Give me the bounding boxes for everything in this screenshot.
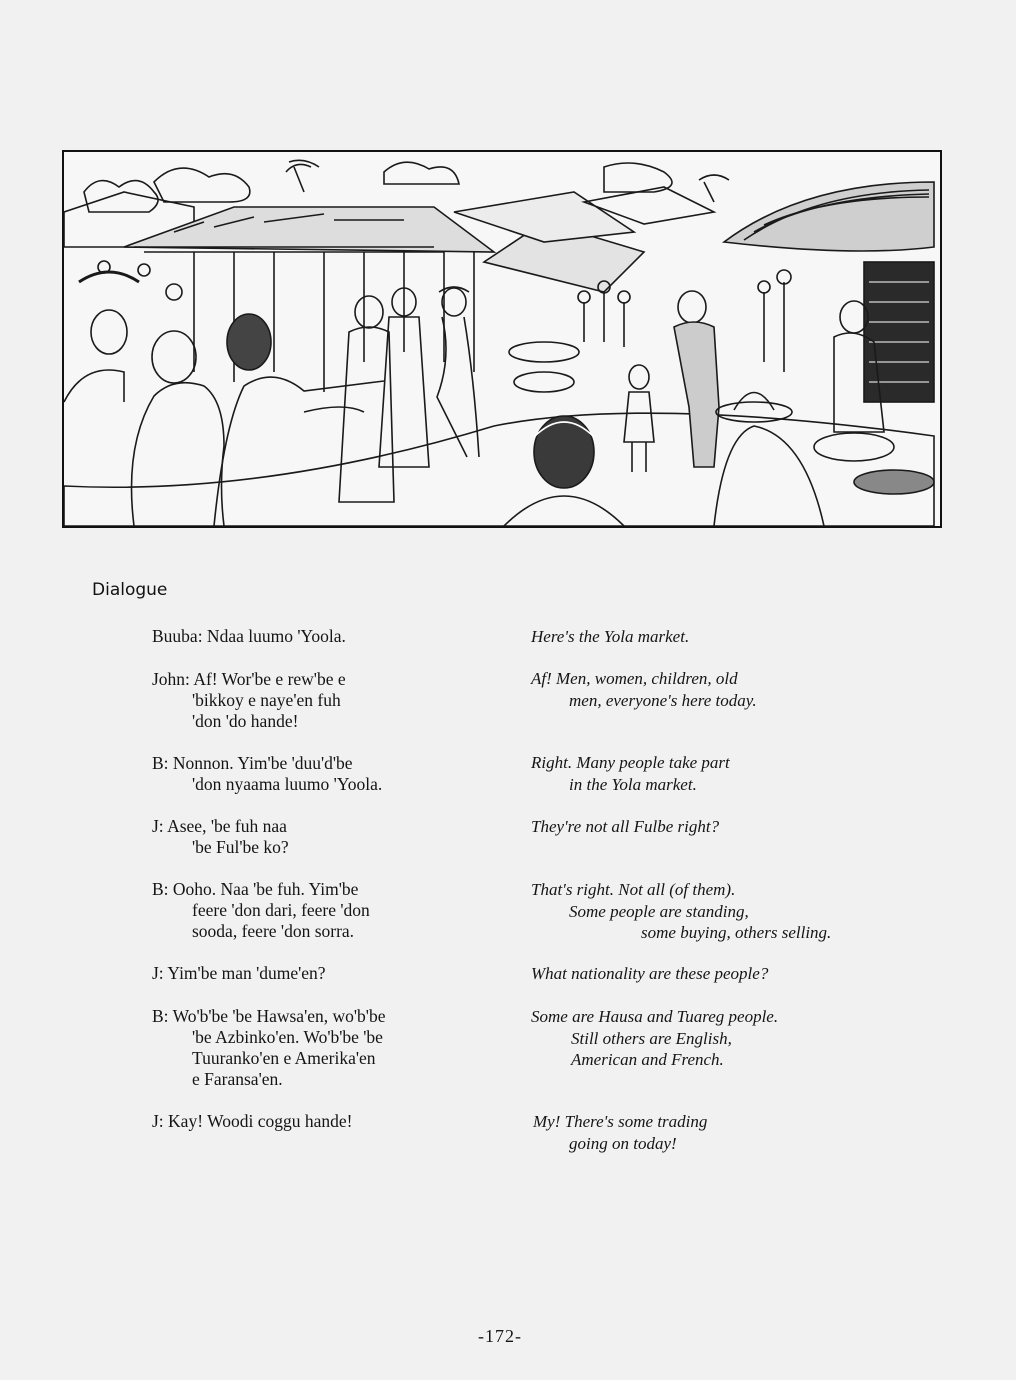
- fula-line: B: Ooho. Naa 'be fuh. Yim'be: [152, 879, 359, 899]
- market-illustration: [62, 150, 942, 528]
- english-line: My! There's some trading: [533, 1112, 708, 1131]
- fula-line: J: Kay! Woodi coggu hande!: [152, 1111, 353, 1131]
- english-line: What nationality are these people?: [531, 964, 769, 983]
- fula-line: sooda, feere 'don sorra.: [192, 921, 355, 941]
- page-number: -172-: [478, 1326, 522, 1346]
- fula-line: B: Wo'b'be 'be Hawsa'en, wo'b'be: [152, 1006, 386, 1026]
- fula-line: Buuba: Ndaa luumo 'Yoola.: [152, 626, 346, 646]
- fula-line: 'be Ful'be ko?: [192, 837, 289, 857]
- english-line: some buying, others selling.: [641, 923, 832, 942]
- market-scene-drawing: [64, 152, 940, 526]
- dialogue-heading: Dialogue: [92, 580, 168, 600]
- english-line: American and French.: [571, 1050, 724, 1069]
- english-line: in the Yola market.: [569, 775, 697, 794]
- fula-line: e Faransa'en.: [192, 1069, 283, 1089]
- fula-line: 'don nyaama luumo 'Yoola.: [192, 774, 383, 794]
- fula-line: 'be Azbinko'en. Wo'b'be 'be: [192, 1027, 383, 1047]
- fula-line: J: Yim'be man 'dume'en?: [152, 963, 326, 983]
- fula-line: 'don 'do hande!: [192, 711, 299, 731]
- english-line: Af! Men, women, children, old: [531, 669, 738, 688]
- english-line: That's right. Not all (of them).: [531, 880, 736, 899]
- english-line: Some are Hausa and Tuareg people.: [531, 1007, 779, 1026]
- english-line: Some people are standing,: [569, 902, 749, 921]
- fula-line: John: Af! Wor'be e rew'be e: [152, 669, 346, 689]
- english-line: going on today!: [569, 1134, 677, 1153]
- fula-line: Tuuranko'en e Amerika'en: [192, 1048, 376, 1068]
- english-line: Right. Many people take part: [531, 753, 730, 772]
- english-line: Still others are English,: [571, 1029, 732, 1048]
- english-line: Here's the Yola market.: [531, 627, 690, 646]
- english-line: men, everyone's here today.: [569, 691, 757, 710]
- fula-line: feere 'don dari, feere 'don: [192, 900, 370, 920]
- fula-line: B: Nonnon. Yim'be 'duu'd'be: [152, 753, 353, 773]
- fula-line: J: Asee, 'be fuh naa: [152, 816, 287, 836]
- fula-line: 'bikkoy e naye'en fuh: [192, 690, 341, 710]
- english-line: They're not all Fulbe right?: [531, 817, 720, 836]
